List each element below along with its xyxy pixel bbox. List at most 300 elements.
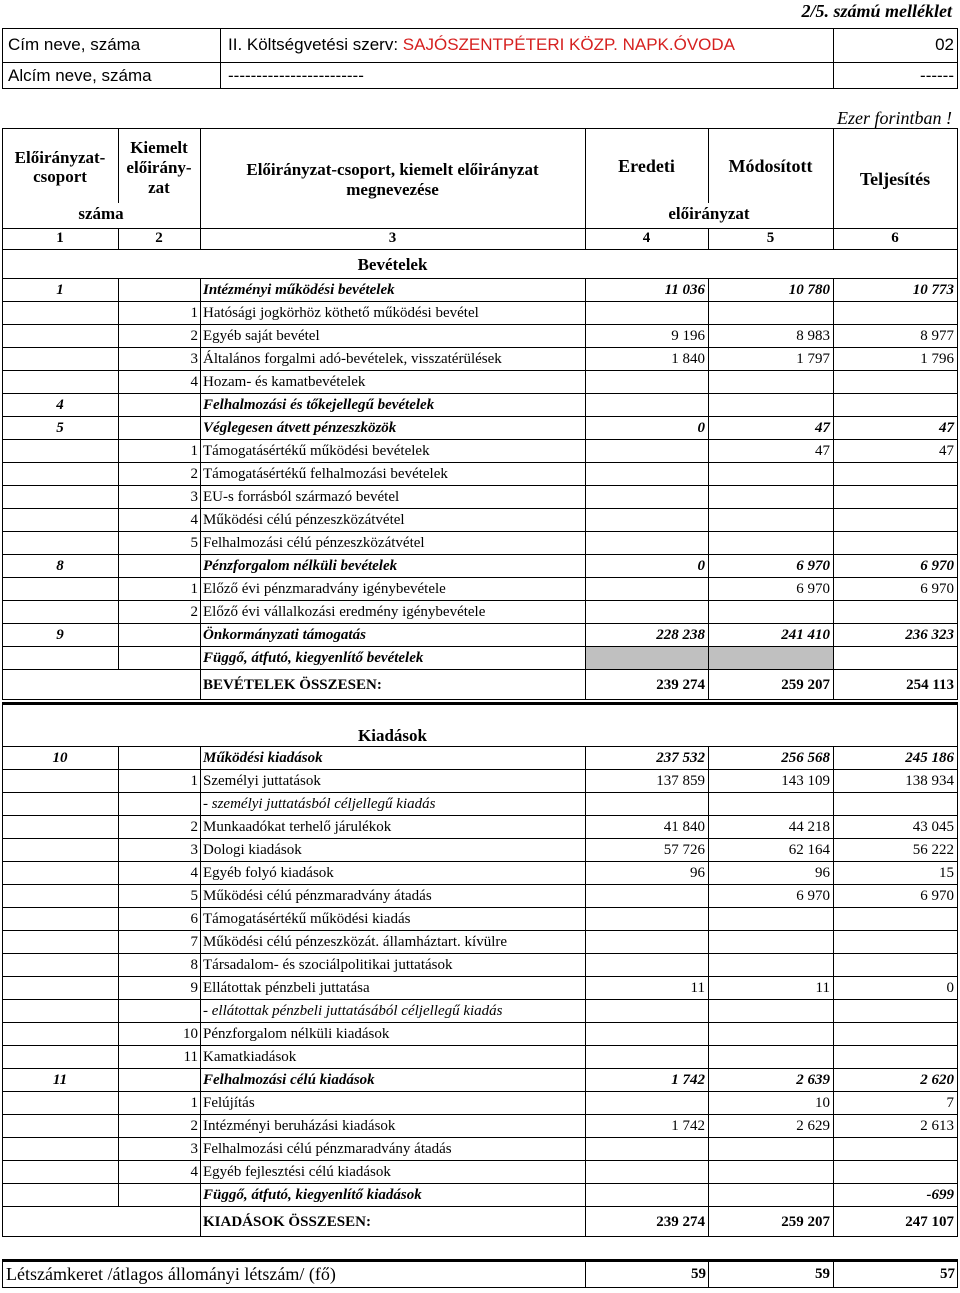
row-col-border	[585, 1068, 586, 1091]
row-col-border	[200, 278, 201, 301]
row-col-border	[585, 462, 586, 485]
row-col-border	[118, 393, 119, 416]
value-eredeti: 237 532	[656, 750, 705, 766]
expense-row	[0, 930, 960, 953]
row-col-border	[200, 907, 201, 930]
row-col-border	[957, 976, 958, 999]
value-teljesites: 7	[946, 1095, 954, 1111]
value-modositott: 47	[815, 443, 830, 459]
row-col-border	[118, 531, 119, 554]
row-col-border	[2, 1114, 3, 1137]
row-col-border	[585, 815, 586, 838]
row-col-border	[833, 600, 834, 623]
value-teljesites: 56 222	[912, 842, 954, 858]
row-col-border	[585, 1045, 586, 1068]
row-col-border	[708, 1045, 709, 1068]
item-name: Támogatásértékű működési kiadás	[203, 911, 411, 927]
expense-row	[0, 884, 960, 907]
row-col-border	[118, 976, 119, 999]
expense-row	[0, 907, 960, 930]
row-col-border	[957, 324, 958, 347]
row-col-border	[585, 600, 586, 623]
expense-total-eredeti: 239 274	[656, 1214, 705, 1230]
row-col-border	[585, 953, 586, 976]
group-number: 11	[52, 1072, 68, 1088]
row-col-border	[833, 930, 834, 953]
row-col-border	[708, 1183, 709, 1206]
row-col-border	[708, 462, 709, 485]
row-col-border	[118, 1045, 119, 1068]
header-divider-1	[220, 28, 221, 88]
row-col-border	[118, 1183, 119, 1206]
expense-row	[0, 1114, 960, 1137]
staff-eredeti: 59	[691, 1266, 706, 1282]
item-name: Működési célú pénzeszközátvétel	[203, 512, 405, 528]
row-col-border	[118, 370, 119, 393]
header-divider-2	[833, 28, 834, 88]
item-number: 2	[190, 328, 198, 344]
row-col-border	[585, 485, 586, 508]
row-col-border	[585, 347, 586, 370]
item-number: 4	[190, 512, 198, 528]
item-number: 4	[190, 865, 198, 881]
col-szama: száma	[78, 204, 124, 223]
colhead-numbers-top	[2, 228, 958, 229]
item-number: 4	[190, 374, 198, 390]
colnum-4: 4	[642, 230, 651, 246]
col-group-l1: Előirányzat-	[14, 148, 106, 167]
row-col-border	[957, 907, 958, 930]
col-name-l1: Előirányzat-csoport, kiemelt előirányzat	[246, 160, 539, 179]
item-name: Intézményi beruházási kiadások	[203, 1118, 396, 1134]
row-col-border	[200, 746, 201, 769]
income-row	[0, 347, 960, 370]
row-col-border	[833, 439, 834, 462]
row-col-border	[200, 646, 201, 669]
item-name: Működési célú pénzmaradvány átadás	[203, 888, 432, 904]
item-number: 1	[190, 773, 198, 789]
row-col-border	[585, 324, 586, 347]
colhead-top-border	[2, 128, 958, 129]
colnum-6: 6	[891, 230, 899, 246]
value-teljesites: 47	[939, 420, 954, 436]
row-col-border	[585, 554, 586, 577]
expense-total-teljesites: 247 107	[905, 1214, 954, 1230]
row-col-border	[2, 462, 3, 485]
row-col-border	[2, 1022, 3, 1045]
income-total-row	[0, 669, 960, 699]
row-col-border	[585, 976, 586, 999]
income-row	[0, 393, 960, 416]
row-col-border	[585, 439, 586, 462]
title-institution: SAJÓSZENTPÉTERI KÖZP. NAPK.ÓVODA	[402, 35, 736, 54]
row-col-border	[118, 416, 119, 439]
row-col-border	[118, 324, 119, 347]
expense-row	[0, 1137, 960, 1160]
row-col-border	[118, 792, 119, 815]
row-col-border	[708, 769, 709, 792]
row-col-border	[833, 999, 834, 1022]
value-eredeti: 1 742	[671, 1072, 705, 1088]
row-col-border	[2, 1045, 3, 1068]
colnum-1: 1	[56, 230, 64, 246]
value-eredeti: 9 196	[671, 328, 705, 344]
row-col-border	[118, 884, 119, 907]
row-col-border	[957, 1022, 958, 1045]
item-name: Pénzforgalom nélküli kiadások	[203, 1026, 390, 1042]
row-col-border	[957, 1068, 958, 1091]
row-col-border	[957, 769, 958, 792]
row-col-border	[708, 976, 709, 999]
value-modositott: 256 568	[781, 750, 830, 766]
total-col-border	[2, 669, 3, 699]
col-group-l2: csoport	[33, 167, 87, 186]
expense-total-row	[0, 1206, 960, 1236]
row-col-border	[833, 301, 834, 324]
staff-row-v2	[708, 1259, 709, 1287]
value-modositott: 47	[815, 420, 830, 436]
row-col-border	[833, 508, 834, 531]
title-code: 02	[935, 35, 954, 54]
row-col-border	[708, 746, 709, 769]
row-col-border	[957, 278, 958, 301]
row-col-border	[118, 554, 119, 577]
row-col-border	[833, 577, 834, 600]
item-number: 5	[190, 888, 198, 904]
row-col-border	[118, 1137, 119, 1160]
row-col-border	[957, 1045, 958, 1068]
item-number: 3	[190, 351, 198, 367]
item-name: Véglegesen átvett pénzeszközök	[203, 420, 397, 436]
row-col-border	[200, 999, 201, 1022]
row-col-border	[200, 884, 201, 907]
item-number: 3	[190, 1141, 198, 1157]
row-col-border	[2, 1160, 3, 1183]
row-col-border	[708, 600, 709, 623]
staff-teljesites: 57	[940, 1266, 955, 1282]
item-number: 10	[183, 1026, 198, 1042]
value-modositott: 2 639	[796, 1072, 830, 1088]
income-row	[0, 531, 960, 554]
row-col-border	[708, 577, 709, 600]
row-col-border	[708, 838, 709, 861]
row-col-border	[833, 1022, 834, 1045]
row-col-border	[2, 439, 3, 462]
row-col-border	[200, 600, 201, 623]
row-col-border	[708, 1160, 709, 1183]
row-col-border	[585, 416, 586, 439]
row-col-border	[585, 792, 586, 815]
col-kiemelt-l1: Kiemelt	[130, 138, 188, 157]
value-eredeti: 1 742	[671, 1118, 705, 1134]
row-col-border	[118, 508, 119, 531]
total-bottom-border	[2, 699, 958, 700]
item-number: 1	[190, 581, 198, 597]
row-col-border	[118, 746, 119, 769]
row-col-border	[833, 1045, 834, 1068]
row-col-border	[957, 301, 958, 324]
row-col-border	[118, 1160, 119, 1183]
total-col-border	[957, 669, 958, 699]
item-name: Ellátottak pénzbeli juttatása	[203, 980, 370, 996]
colnum-5: 5	[766, 230, 775, 246]
row-col-border	[585, 999, 586, 1022]
row-col-border	[957, 600, 958, 623]
row-col-border	[708, 554, 709, 577]
row-col-border	[957, 953, 958, 976]
row-col-border	[708, 370, 709, 393]
row-col-border	[2, 953, 3, 976]
value-teljesites: 245 186	[905, 750, 954, 766]
row-col-border	[2, 907, 3, 930]
row-col-border	[708, 646, 709, 669]
item-number: 2	[190, 819, 198, 835]
row-col-border	[585, 1160, 586, 1183]
item-name: Személyi juttatások	[203, 773, 321, 789]
row-col-border	[585, 838, 586, 861]
subtitle-value: ------------------------	[228, 66, 364, 85]
row-col-border	[200, 1045, 201, 1068]
income-row	[0, 324, 960, 347]
row-col-border	[2, 1137, 3, 1160]
title-label: Cím neve, száma	[8, 35, 141, 54]
row-col-border	[833, 907, 834, 930]
row-col-border	[2, 769, 3, 792]
row-col-border	[118, 769, 119, 792]
row-col-border	[708, 884, 709, 907]
colnum-2: 2	[155, 230, 163, 246]
value-eredeti: 96	[690, 865, 705, 881]
row-col-border	[708, 1114, 709, 1137]
income-total-eredeti: 239 274	[656, 677, 705, 693]
subtitle-code: ------	[920, 66, 954, 85]
value-eredeti: 228 238	[656, 627, 705, 643]
staff-row-v1	[585, 1259, 586, 1287]
income-row	[0, 623, 960, 646]
row-col-border	[957, 577, 958, 600]
item-name: Felhalmozási és tőkejellegű bevételek	[203, 397, 435, 413]
row-col-border	[708, 1091, 709, 1114]
row-col-border	[585, 577, 586, 600]
row-col-border	[833, 861, 834, 884]
row-col-border	[957, 416, 958, 439]
row-col-border	[118, 439, 119, 462]
row-col-border	[200, 815, 201, 838]
value-eredeti: 137 859	[656, 773, 705, 789]
value-teljesites: 43 045	[912, 819, 954, 835]
item-name: - ellátottak pénzbeli juttatásából céljellegű kiadás	[203, 1003, 503, 1019]
row-col-border	[200, 577, 201, 600]
row-col-border	[200, 1068, 201, 1091]
expense-heading-right	[957, 702, 958, 746]
row-col-border	[833, 485, 834, 508]
item-name: Intézményi működési bevételek	[203, 282, 395, 298]
expense-heading-left	[2, 702, 3, 746]
row-col-border	[957, 485, 958, 508]
expense-row	[0, 1091, 960, 1114]
row-col-border	[585, 930, 586, 953]
value-teljesites: 6 970	[920, 558, 954, 574]
income-total-label: BEVÉTELEK ÖSSZESEN:	[203, 677, 382, 693]
row-col-border	[708, 930, 709, 953]
income-row	[0, 416, 960, 439]
income-row	[0, 646, 960, 669]
gray-cell	[586, 647, 833, 669]
row-col-border	[833, 1160, 834, 1183]
row-col-border	[833, 646, 834, 669]
row-col-border	[708, 1137, 709, 1160]
group-number: 5	[56, 420, 64, 436]
row-col-border	[833, 953, 834, 976]
row-col-border	[200, 1114, 201, 1137]
row-col-border	[833, 1183, 834, 1206]
row-col-border	[118, 838, 119, 861]
group-number: 9	[56, 627, 64, 643]
income-row	[0, 301, 960, 324]
item-name: EU-s forrásból származó bevétel	[203, 489, 400, 505]
expense-row	[0, 1022, 960, 1045]
row-col-border	[200, 1137, 201, 1160]
row-col-border	[200, 301, 201, 324]
expense-row	[0, 953, 960, 976]
item-number: 9	[190, 980, 198, 996]
col-kiemelt-l3: zat	[148, 178, 170, 197]
income-row	[0, 462, 960, 485]
row-col-border	[833, 884, 834, 907]
item-name: Pénzforgalom nélküli bevételek	[203, 558, 398, 574]
row-col-border	[2, 838, 3, 861]
staff-row-left	[2, 1259, 3, 1287]
row-col-border	[833, 815, 834, 838]
expense-row	[0, 999, 960, 1022]
row-col-border	[708, 907, 709, 930]
expense-row	[0, 1160, 960, 1183]
annex-label: 2/5. számú melléklet	[801, 1, 952, 21]
value-teljesites: 138 934	[905, 773, 954, 789]
value-modositott: 241 410	[781, 627, 830, 643]
item-name: Egyéb fejlesztési célú kiadások	[203, 1164, 391, 1180]
row-col-border	[833, 393, 834, 416]
row-col-border	[118, 485, 119, 508]
value-modositott: 2 629	[796, 1118, 830, 1134]
row-col-border	[200, 462, 201, 485]
item-name: Felhalmozási célú pénzeszközátvétel	[203, 535, 425, 551]
value-modositott: 6 970	[796, 888, 830, 904]
row-col-border	[957, 623, 958, 646]
col-teljesites: Teljesítés	[859, 169, 931, 189]
row-col-border	[833, 976, 834, 999]
item-name: Felújítás	[203, 1095, 255, 1111]
row-col-border	[2, 815, 3, 838]
row-col-border	[585, 746, 586, 769]
group-number: 1	[56, 282, 64, 298]
row-col-border	[957, 884, 958, 907]
value-teljesites: 1 796	[920, 351, 954, 367]
value-eredeti: 41 840	[663, 819, 705, 835]
subtitle-label: Alcím neve, száma	[8, 66, 152, 85]
row-col-border	[118, 953, 119, 976]
row-col-border	[957, 1091, 958, 1114]
row-col-border	[708, 531, 709, 554]
col-name-l2: megnevezése	[346, 180, 439, 199]
row-col-border	[957, 746, 958, 769]
row-col-border	[957, 508, 958, 531]
row-col-border	[118, 600, 119, 623]
row-col-border	[833, 838, 834, 861]
group-number: 8	[56, 558, 64, 574]
item-name: Előző évi pénzmaradvány igénybevétele	[203, 581, 446, 597]
item-number: 8	[190, 957, 198, 973]
item-number: 2	[190, 604, 198, 620]
row-col-border	[2, 577, 3, 600]
row-col-border	[708, 792, 709, 815]
total-col-border	[2, 1206, 3, 1236]
row-col-border	[833, 1091, 834, 1114]
row-col-border	[957, 531, 958, 554]
expense-row	[0, 1183, 960, 1206]
staff-modositott: 59	[815, 1266, 830, 1282]
row-col-border	[585, 370, 586, 393]
row-col-border	[585, 861, 586, 884]
row-col-border	[2, 531, 3, 554]
value-eredeti: 11 036	[664, 282, 705, 298]
expense-row	[0, 1068, 960, 1091]
row-col-border	[2, 301, 3, 324]
row-col-border	[708, 416, 709, 439]
row-col-border	[708, 347, 709, 370]
value-teljesites: 6 970	[920, 581, 954, 597]
row-col-border	[2, 324, 3, 347]
value-eredeti: 0	[697, 558, 705, 574]
value-teljesites: 47	[939, 443, 954, 459]
row-col-border	[200, 324, 201, 347]
row-col-border	[200, 792, 201, 815]
row-col-border	[118, 462, 119, 485]
value-modositott: 8 983	[796, 328, 830, 344]
row-col-border	[585, 393, 586, 416]
row-col-border	[957, 1114, 958, 1137]
row-col-border	[2, 485, 3, 508]
row-col-border	[2, 976, 3, 999]
item-name: Függő, átfutó, kiegyenlítő kiadások	[203, 1187, 422, 1203]
row-col-border	[118, 301, 119, 324]
total-bottom-border	[2, 1236, 958, 1237]
row-col-border	[957, 370, 958, 393]
income-total-modositott: 259 207	[781, 677, 830, 693]
value-modositott: 62 164	[788, 842, 830, 858]
row-col-border	[957, 554, 958, 577]
title-prefix: II. Költségvetési szerv:	[228, 35, 403, 54]
unit-note: Ezer forintban !	[837, 108, 952, 128]
item-number: 5	[190, 535, 198, 551]
row-col-border	[200, 1091, 201, 1114]
col-kiemelt-l2: előirány-	[126, 158, 192, 177]
row-col-border	[200, 1183, 201, 1206]
row-col-border	[957, 393, 958, 416]
row-col-border	[118, 1091, 119, 1114]
expense-row	[0, 1045, 960, 1068]
row-col-border	[2, 1183, 3, 1206]
value-modositott: 6 970	[796, 581, 830, 597]
group-number: 10	[52, 750, 68, 766]
row-col-border	[200, 861, 201, 884]
row-col-border	[585, 1183, 586, 1206]
row-col-border	[200, 393, 201, 416]
row-col-border	[957, 999, 958, 1022]
row-col-border	[585, 531, 586, 554]
row-col-border	[200, 1022, 201, 1045]
row-col-border	[957, 930, 958, 953]
